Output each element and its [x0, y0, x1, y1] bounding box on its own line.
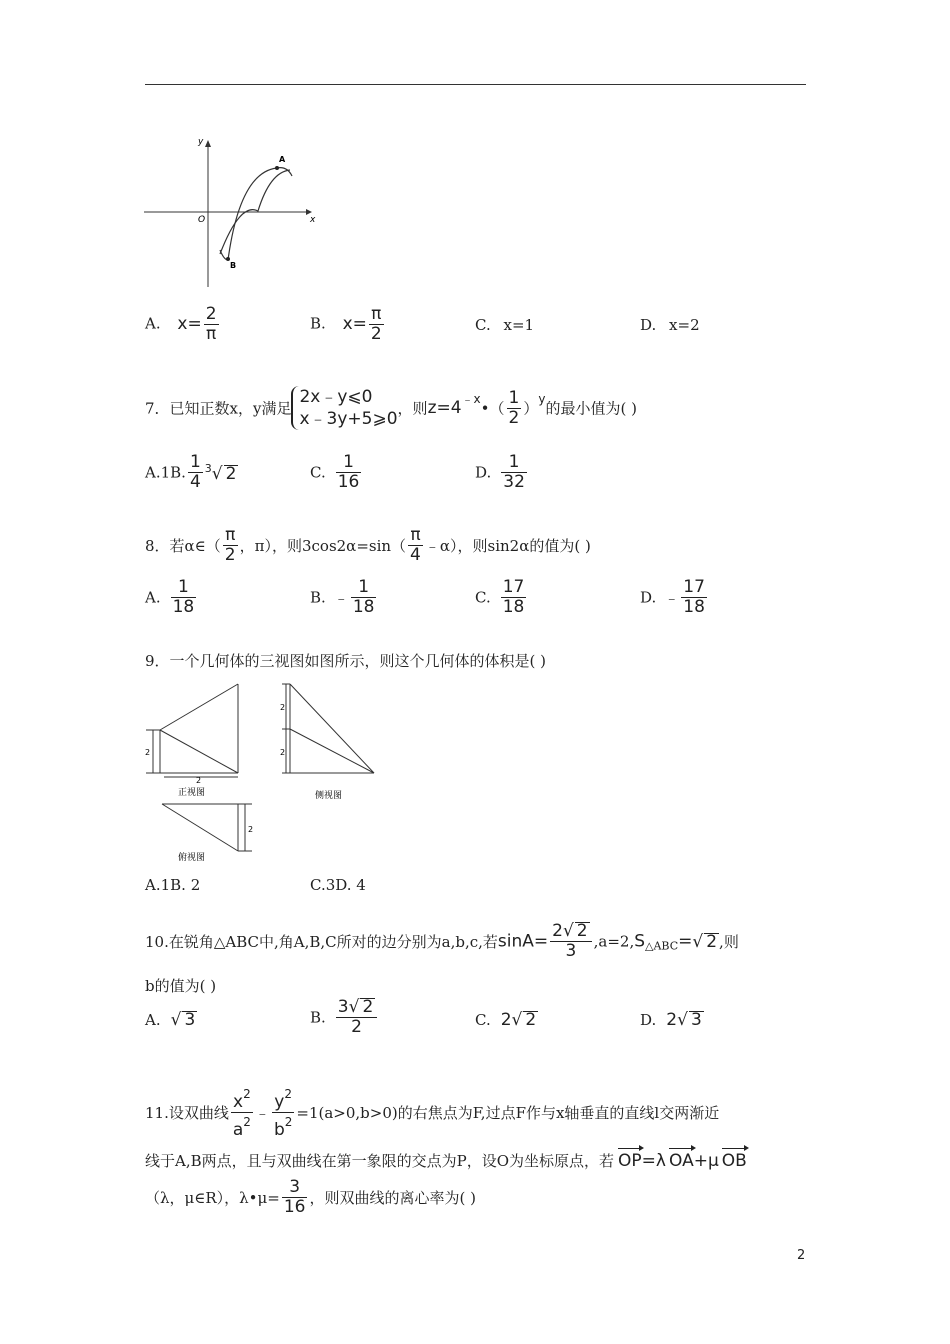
- q11-line3b: ，则双曲线的离心率为( ): [309, 1189, 476, 1207]
- origin-label: O: [198, 215, 206, 225]
- q6-b-num: π: [369, 305, 384, 325]
- q8-option-b: [310, 578, 378, 617]
- q11-line-2: [145, 1150, 747, 1171]
- side-dim-top: 2: [280, 703, 286, 712]
- vector-op: OP: [618, 1151, 642, 1171]
- q11-line3a: （λ，μ∈R），λ•μ=: [145, 1189, 280, 1207]
- q11-p1: 11.设双曲线: [145, 1104, 229, 1122]
- q8-b-den: 18: [352, 597, 375, 617]
- q8-option-a: [145, 578, 198, 617]
- q10-c-label: C.: [475, 1011, 491, 1029]
- q11-x2-sq: 2: [243, 1087, 251, 1101]
- q7-b-den: 4: [189, 472, 201, 492]
- q7-question: [145, 386, 637, 430]
- q11-line2-text: 线于A,B两点，且与双曲线在第一象限的交点为P，设O为坐标原点，若: [145, 1152, 615, 1170]
- q11-a2-sq: 2: [243, 1115, 251, 1129]
- q6-option-b: [310, 305, 386, 344]
- q11-y2-sq: 2: [284, 1087, 292, 1101]
- q10-option-a: A. √ 3: [145, 1010, 196, 1030]
- q7-b-root-index: 3: [204, 461, 212, 475]
- q7-mid: ，则: [397, 399, 428, 418]
- point-a-label: A: [279, 155, 286, 164]
- q10-b-den: 2: [351, 1017, 362, 1037]
- front-dim-height: 2: [145, 748, 151, 757]
- vector-ob: OB: [721, 1151, 747, 1171]
- q6-c-text: x=1: [503, 316, 535, 334]
- q6-b-label: B.: [310, 314, 326, 333]
- page-number: 2: [797, 1248, 806, 1263]
- q10-b-coef: 3: [337, 997, 349, 1017]
- q11-a2-den: a: [232, 1120, 244, 1140]
- q11-p2: =1(a>0,b>0)的右焦点为F,过点F作与x轴垂直的直线l交两渐近: [296, 1104, 720, 1122]
- q11-frac-num: 3: [282, 1178, 308, 1198]
- side-view-label: 侧视图: [315, 791, 343, 801]
- q8-b-sign: ﹣: [333, 589, 349, 607]
- q11-question: [145, 1085, 719, 1140]
- q6-c-label: C.: [475, 316, 491, 334]
- q8-c-num: 17: [502, 577, 525, 597]
- q7-option-c: [310, 453, 363, 492]
- q10-p3: ,则: [719, 933, 739, 951]
- q7-z: z=4: [427, 398, 462, 418]
- q7-exp-2: y: [538, 392, 546, 406]
- q10-d-label: D.: [640, 1011, 657, 1029]
- front-dim-width: 2: [196, 776, 202, 785]
- q8-b-label: B.: [310, 588, 326, 607]
- q8-d-label: D.: [640, 588, 657, 607]
- q8-question: [145, 526, 591, 565]
- q8-pi2-den: 2: [224, 545, 236, 565]
- q11-y2-num: y: [274, 1092, 285, 1112]
- q10-s: S: [634, 931, 646, 952]
- q7-close: ）: [523, 399, 539, 418]
- q8-p1: 8．若α∈（: [145, 537, 221, 555]
- q8-d-num: 17: [683, 577, 705, 597]
- q7-d-num: 1: [501, 453, 527, 473]
- q9-options-ab: A.1B. 2: [145, 876, 201, 894]
- q7-a-text: A.1B.: [145, 463, 186, 482]
- q7-d-label: D.: [475, 463, 492, 482]
- q10-sin-den: 3: [565, 941, 577, 961]
- q11-frac-den: 16: [283, 1197, 306, 1217]
- q11-x2-num: x: [233, 1092, 244, 1112]
- q8-pi4-den: 4: [410, 545, 421, 565]
- q7-option-d: [475, 453, 529, 492]
- q10-option-d: D. 2√ 3: [640, 1010, 702, 1030]
- function-graph: [140, 132, 325, 292]
- q10-c-rad: 2: [525, 1010, 537, 1030]
- side-dim-bottom: 2: [280, 748, 286, 757]
- q9-options-cd: C.3D. 4: [310, 876, 366, 894]
- q8-c-den: 18: [502, 597, 525, 617]
- q6-a-num: 2: [205, 304, 217, 324]
- x-axis-label: x: [310, 215, 316, 225]
- q7-c-den: 16: [337, 472, 360, 492]
- y-axis-label: y: [198, 137, 204, 147]
- side-view: [282, 684, 374, 773]
- vector-oa: OA: [668, 1151, 694, 1171]
- q6-option-c: [475, 316, 534, 334]
- q11-eq-lambda: =λ: [641, 1151, 666, 1171]
- q7-half-num: 1: [508, 387, 520, 408]
- q10-sin: sinA=: [497, 931, 549, 952]
- q10-a-rad: 3: [184, 1010, 196, 1030]
- q8-option-d: [640, 578, 709, 617]
- q6-a-den: π: [205, 324, 217, 344]
- q11-minus: ﹣: [254, 1104, 270, 1122]
- q8-a-label: A.: [145, 588, 161, 607]
- q10-sin-num-coef: 2: [552, 921, 563, 941]
- q8-p2: ，π），则3cos2α=sin（: [239, 537, 407, 555]
- q10-b-label: B.: [310, 1008, 326, 1027]
- q10-p1: 10.在锐角△ABC中,角A,B,C所对的边分别为a,b,c,若: [145, 933, 498, 951]
- q8-pi2-num: π: [223, 526, 238, 546]
- q7-b-radicand: 2: [225, 463, 237, 484]
- three-view-figure: [140, 680, 385, 865]
- q10-b-rad: 2: [362, 997, 374, 1017]
- q7-half-den: 2: [508, 407, 520, 428]
- q10-line-2: b的值为( ): [145, 977, 217, 995]
- q10-sin-num-rad: 2: [576, 921, 588, 941]
- point-b-label: B: [230, 261, 237, 270]
- q11-plus-mu: +μ: [693, 1151, 719, 1171]
- top-dim: 2: [248, 825, 254, 834]
- q8-d-sign: ﹣: [664, 589, 680, 607]
- q6-b-den: 2: [370, 324, 382, 344]
- q11-b2-den: b: [273, 1120, 285, 1140]
- q10-s-rad: 2: [706, 931, 718, 952]
- q7-ineq-2: x﹣3y+5⩾0: [299, 409, 398, 429]
- q6-a-label: A.: [145, 314, 161, 333]
- q8-a-den: 18: [172, 597, 195, 617]
- q10-p2: ,a=2,: [593, 932, 635, 951]
- front-view-label: 正视图: [178, 788, 206, 798]
- q6-option-d: [640, 316, 700, 334]
- q10-s-sub: △ABC: [645, 939, 679, 953]
- q7-option-ab: A.1B. $\frac{1}{4}$ $^3$√ 2: [145, 452, 237, 492]
- q8-pi4-num: π: [408, 526, 423, 546]
- q6-option-a: [145, 305, 221, 344]
- q8-c-label: C.: [475, 588, 491, 607]
- q6-d-text: x=2: [669, 316, 700, 334]
- q10-a-label: A.: [145, 1011, 161, 1029]
- top-view: [162, 804, 252, 851]
- q9-question: 9．一个几何体的三视图如图所示，则这个几何体的体积是( ): [145, 652, 547, 670]
- q6-b-lhs: x=: [342, 313, 367, 334]
- q7-ineq-1: 2x﹣y⩽0: [299, 387, 373, 407]
- q8-b-num: 1: [351, 578, 377, 598]
- q8-p3: ﹣α），则sin2α的值为( ): [424, 537, 591, 555]
- q8-d-den: 18: [683, 597, 705, 617]
- q8-option-c: [475, 578, 528, 617]
- q8-a-num: 1: [171, 578, 197, 598]
- front-view: [146, 684, 238, 777]
- q10-s-eq: =: [678, 931, 693, 952]
- q11-line-3: [145, 1178, 476, 1217]
- q10-c-coef: 2: [500, 1010, 512, 1030]
- q10-d-coef: 2: [666, 1010, 678, 1030]
- q10-option-c: C. 2√ 2: [475, 1010, 537, 1030]
- q6-a-lhs: x=: [177, 313, 202, 334]
- q7-b-num: 1: [189, 452, 201, 472]
- q7-d-den: 32: [503, 472, 525, 492]
- header-rule: [145, 84, 806, 85]
- q7-prefix: 7．已知正数x，y满足: [145, 399, 292, 418]
- q10-option-b: B. $\frac{3√ 2}{2}$: [310, 998, 379, 1037]
- q7-c-label: C.: [310, 463, 326, 482]
- q11-b2-sq: 2: [284, 1115, 293, 1129]
- q7-exp-1: ﹣x: [461, 392, 481, 406]
- q7-dot: •（: [480, 399, 505, 418]
- q6-d-label: D.: [640, 316, 657, 334]
- top-view-label: 俯视图: [178, 853, 206, 863]
- q10-question: 10.在锐角△ABC中,角A,B,C所对的边分别为a,b,c,若sinA= $\frac{2√ 2}{3}$ $,a=2,S_{\triangle ABC}=√$ 2 ,则: [145, 921, 739, 961]
- q7-c-num: 1: [336, 453, 362, 473]
- q10-d-rad: 3: [690, 1010, 702, 1030]
- q7-suffix: 的最小值为( ): [545, 399, 637, 418]
- q7-system: [291, 386, 397, 430]
